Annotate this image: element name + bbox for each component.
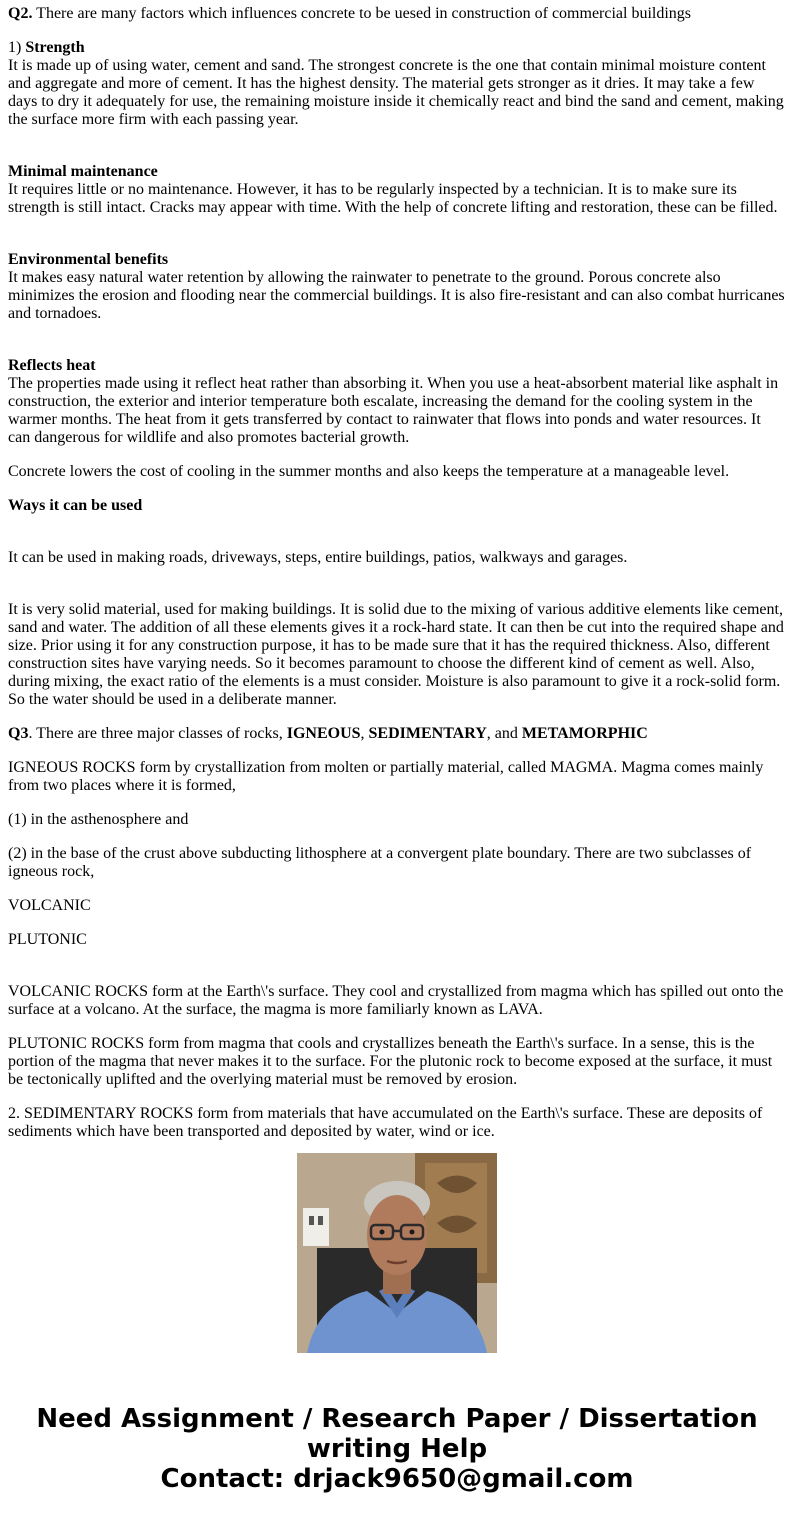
heat-body: The properties made using it reflect heat rather than absorbing it. When you use a heat-absorbent material like asphalt in construction, the exterior and interior temperature both escalate, increasing the demand for the cooling system in the warmer months. The heat from it gets transferred by contact to rainwater that flows into ponds and water resources. It can dangerous for wildlife and also promotes bacterial growth. — [8, 375, 779, 446]
volcanic-paragraph: VOLCANIC ROCKS form at the Earth\'s surface. They cool and crystallized from magma which has spilled out onto the surface at a volcano. At the surface, the magma is more familiarly known as LAVA. — [8, 983, 784, 1018]
promo-contact: Contact: drjack9650@gmail.com — [160, 1464, 634, 1494]
promo-line-1: Need Assignment / Research Paper / Dissertation — [36, 1404, 758, 1434]
q3-sep-1: , — [360, 725, 369, 742]
heat-summary: Concrete lowers the cost of cooling in the summer months and also keeps the temperature at a manageable level. — [8, 463, 730, 480]
avatar — [297, 1153, 497, 1353]
heat-section — [8, 357, 786, 447]
plutonic-paragraph: PLUTONIC ROCKS form from magma that cools and crystallizes beneath the Earth\'s surface. In a sense, this is the portion of the magma that never makes it to the surface. For the plutonic rock to become exposed at the surface, it must be tectonically uplifted and the overlying material must be removed by erosion. — [8, 1035, 773, 1088]
class-metamorphic: METAMORPHIC — [521, 725, 648, 742]
ways-uses: It can be used in making roads, driveways, steps, entire buildings, patios, walkways and garages. — [8, 549, 628, 566]
q3-sep-2: , and — [486, 725, 522, 742]
q3-intro — [8, 725, 786, 743]
class-sedimentary: SEDIMENTARY — [368, 725, 487, 742]
answer-document — [8, 5, 786, 1140]
maintenance-heading: Minimal maintenance — [8, 163, 158, 180]
environment-section — [8, 251, 786, 323]
q2-label: Q2. — [8, 5, 33, 22]
environment-body: It makes easy natural water retention by allowing the rainwater to penetrate to the ground. Porous concrete also minimizes the erosion and flooding near the commercial buildings. It is also fire-resistant and can also combat hurricanes and tornadoes. — [8, 269, 785, 322]
q3-label: Q3 — [8, 725, 29, 742]
magma-source-1: (1) in the asthenosphere and — [8, 811, 189, 828]
igneous-paragraph: IGNEOUS ROCKS form by crystallization from molten or partially material, called MAGMA. Magma comes mainly from two places where it is formed, — [8, 759, 764, 794]
ways-details: It is very solid material, used for making buildings. It is solid due to the mixing of various additive elements like cement, sand and water. The addition of all these elements gives it a rock-hard state. It can then be cut into the required shape and size. Prior using it for any construction purpose, it has to be made sure that it has the required thickness. Also, different construction sites have varying needs. So it becomes paramount to choose the different kind of cement as well. Also, during mixing, the exact ratio of the elements is a must consider. Moisture is also paramount to give it a rock-solid form. So the water should be used in a deliberate manner. — [8, 601, 784, 708]
strength-body: It is made up of using water, cement and sand. The strongest concrete is the one that contain minimal moisture content and aggregate and more of cement. It has the highest density. The material gets stronger as it dries. It may take a few days to dry it adequately for use, the remaining moisture inside it chemically react and bind the sand and cement, making the surface more firm with each passing year. — [8, 57, 784, 128]
heat-heading: Reflects heat — [8, 357, 96, 374]
maintenance-section — [8, 163, 786, 217]
strength-heading: Strength — [25, 39, 85, 56]
environment-heading: Environmental benefits — [8, 251, 169, 268]
strength-section — [8, 39, 786, 129]
magma-source-2: (2) in the base of the crust above subducting lithosphere at a convergent plate boundary. There are two subclasses of igneous rock, — [8, 845, 752, 880]
strength-number: 1) — [8, 39, 26, 56]
subclass-volcanic: VOLCANIC — [8, 897, 91, 914]
promo-line-2: writing Help — [306, 1434, 488, 1464]
ways-heading-text: Ways it can be used — [8, 497, 143, 514]
q2-intro-text: There are many factors which influences concrete to be uesed in construction of commercial buildings — [32, 5, 692, 22]
class-igneous: IGNEOUS — [286, 725, 361, 742]
q2-intro — [8, 5, 786, 23]
subclass-plutonic: PLUTONIC — [8, 931, 87, 948]
ways-heading — [8, 497, 786, 515]
maintenance-body: It requires little or no maintenance. However, it has to be regularly inspected by a technician. It is to make sure its strength is still intact. Cracks may appear with time. With the help of concrete lifting and restoration, these can be filled. — [8, 181, 778, 216]
person-portrait-icon — [297, 1153, 497, 1353]
promo-banner — [0, 1404, 794, 1494]
q3-intro-text: . There are three major classes of rocks, — [28, 725, 287, 742]
sedimentary-paragraph: 2. SEDIMENTARY ROCKS form from materials that have accumulated on the Earth\'s surface. These are deposits of sediments which have been transported and deposited by water, wind or ice. — [8, 1105, 763, 1140]
